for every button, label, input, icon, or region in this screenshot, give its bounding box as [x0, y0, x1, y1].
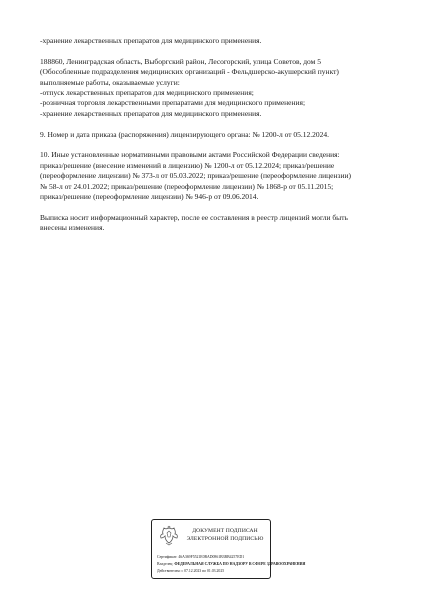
text-line: -отпуск лекарственных препаратов для медицинского применения; — [40, 88, 254, 98]
text-line: -хранение лекарственных препаратов для медицинского применения. — [40, 108, 262, 118]
paragraph-address — [40, 57, 418, 119]
certificate-row — [157, 554, 269, 561]
paragraph-disclaimer — [40, 213, 418, 234]
text-line: (Обособленные подразделения медицинских организаций - Фельдшерско-акушерский пункт) — [40, 67, 339, 77]
stamp-title — [182, 527, 268, 543]
coat-of-arms-icon — [158, 525, 180, 547]
certificate-value: 46A369F5521E0BAD0861B3BB4257ED1 — [178, 555, 245, 559]
text-line: выполняемые работы, оказываемые услуги: — [40, 77, 180, 87]
owner-row — [157, 561, 306, 568]
text-line: -хранение лекарственных препаратов для медицинского применения. — [40, 36, 262, 45]
paragraph-order-number — [40, 130, 418, 140]
electronic-signature-stamp — [151, 519, 306, 579]
text-line: приказ/решение (внесение изменений в лицензию) № 1200-л от 05.12.2024; приказ/решение — [40, 160, 335, 170]
text-line: -розничная торговля лекарственными препаратами для медицинского применения; — [40, 98, 306, 108]
text-line: Выписка носит информационный характер, после ее составления в реестр лицензий могли быть — [40, 212, 348, 222]
document-body — [40, 36, 418, 244]
text-line: 9. Номер и дата приказа (распоряжения) лицензирующего органа: № 1200-л от 05.12.2024. — [40, 129, 330, 139]
stamp-details — [157, 554, 306, 575]
text-line: приказ/решение (переоформление лицензии) № 946-р от 09.06.2014. — [40, 192, 259, 202]
owner-label: Владелец: — [157, 562, 174, 566]
certificate-label: Сертификат: — [157, 555, 178, 559]
stamp-title-line: ЭЛЕКТРОННОЙ ПОДПИСЬЮ — [186, 536, 264, 542]
owner-value: ФЕДЕРАЛЬНАЯ СЛУЖБА ПО НАДЗОРУ В СФЕРЕ ЗДРАВООХРАНЕНИЯ — [174, 562, 306, 566]
text-line: (переоформление лицензии) № 373-л от 05.03.2022; приказ/решение (переоформление лицензии) — [40, 171, 352, 181]
text-line: внесены изменения. — [40, 223, 105, 233]
text-line: 188860, Ленинградская область, Выборгский район, Лесогорский, улица Советов, дом 5 — [40, 56, 322, 66]
validity-row: Действителен: с 07.12.2023 по 01.03.2025 — [157, 569, 225, 573]
text-line: № 58-л от 24.01.2022; приказ/решение (переоформление лицензии) № 1868-р от 05.11.2015; — [40, 181, 334, 191]
stamp-title-line: ДОКУМЕНТ ПОДПИСАН — [192, 528, 258, 534]
paragraph-storage — [40, 36, 418, 46]
text-line: 10. Иные установленные нормативными правовыми актами Российской Федерации сведения: — [40, 150, 340, 160]
paragraph-other-info — [40, 150, 418, 202]
